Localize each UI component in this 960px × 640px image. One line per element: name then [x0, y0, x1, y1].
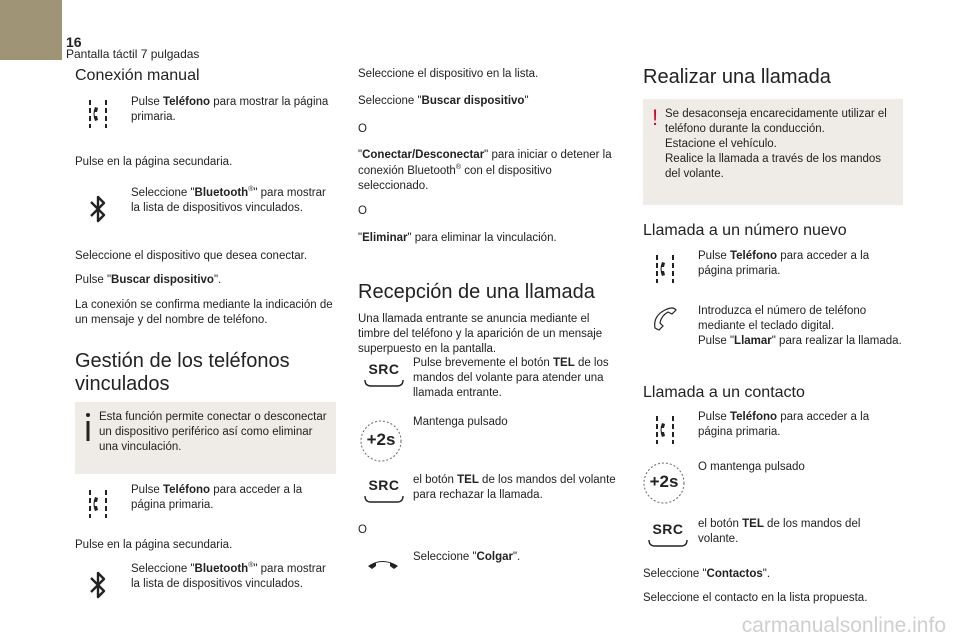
step-pulse-tel: Pulse brevemente el botón TEL de los mandos del volante para atender una llamada entrante. — [413, 357, 609, 399]
heading-conexion-manual: Conexión manual — [75, 67, 200, 84]
step-mantenga: Mantenga pulsado — [413, 416, 508, 428]
handset-icon — [648, 304, 682, 334]
step-introduzca-numero: Introduzca el número de teléfono mediante el teclado digital. Pulse "Llamar" para realizar la llamada. — [698, 305, 902, 347]
heading-gestion: Gestión de los teléfonos vinculados — [75, 350, 290, 395]
step-seleccione-dispositivo: Seleccione el dispositivo que desea conectar. — [75, 250, 308, 262]
step-seleccione-lista: Seleccione el dispositivo en la lista. — [358, 68, 539, 80]
step-o-mantenga: O mantenga pulsado — [698, 461, 805, 473]
warning-text: Se desaconseja encarecidamente utilizar el teléfono durante la conducción. Estacione el vehículo. Realice la llamada a través de los mandos del volante. — [665, 108, 887, 180]
heading-contacto: Llamada a un contacto — [643, 384, 805, 401]
step-pulse-telefono: Pulse Teléfono para mostrar la página primaria. — [131, 96, 329, 123]
bluetooth-icon — [86, 192, 110, 226]
hang-up-icon — [364, 554, 402, 574]
or-separator: O — [358, 205, 367, 217]
heading-numero-nuevo: Llamada a un número nuevo — [643, 222, 847, 239]
step-rechazar: el botón TEL de los mandos del volante para rechazar la llamada. — [413, 474, 616, 501]
chapter-tab — [0, 0, 62, 60]
src-button-icon: SRC — [362, 360, 406, 390]
step-seleccione-bluetooth-2: Seleccione "Bluetooth®" para mostrar la lista de dispositivos vinculados. — [131, 562, 326, 590]
step-contactos: Seleccione "Contactos". — [643, 568, 771, 580]
bluetooth-icon — [86, 568, 110, 602]
step-buscar-dispositivo-2: Seleccione "Buscar dispositivo" — [358, 95, 529, 107]
info-note — [75, 402, 336, 474]
step-boton-tel: el botón TEL de los mandos del volante. — [698, 518, 861, 545]
step-seleccione-contacto: Seleccione el contacto en la lista propuesta. — [643, 592, 868, 604]
step-conectar: "Conectar/Desconectar" para iniciar o detener la conexión Bluetooth® con el dispositivo seleccionado. — [358, 149, 612, 192]
warning-note — [643, 99, 903, 205]
or-separator: O — [358, 123, 367, 135]
warning-icon: ! — [652, 105, 659, 130]
step-pulse-telefono-2: Pulse Teléfono para acceder a la página primaria. — [131, 484, 303, 511]
phone-icon — [647, 412, 683, 448]
watermark: carmanualsonline.info — [741, 614, 946, 637]
recepcion-intro: Una llamada entrante se anuncia mediante el timbre del teléfono y la aparición de un mensaje superpuesto en la pantalla. — [358, 313, 603, 355]
heading-realizar: Realizar una llamada — [643, 66, 831, 88]
step-buscar-dispositivo: Pulse "Buscar dispositivo". — [75, 274, 222, 286]
phone-icon — [80, 486, 116, 522]
step-confirmacion: La conexión se confirma mediante la indicación de un mensaje y del nombre de teléfono. — [75, 299, 333, 326]
step-pulse-telefono-4: Pulse Teléfono para acceder a la página primaria. — [698, 411, 870, 438]
phone-icon — [647, 251, 683, 287]
heading-recepcion: Recepción de una llamada — [358, 281, 595, 303]
or-separator: O — [358, 524, 367, 536]
step-colgar: Seleccione "Colgar". — [413, 551, 521, 563]
step-pulse-telefono-3: Pulse Teléfono para acceder a la página primaria. — [698, 250, 870, 277]
page-number: 16 — [66, 34, 82, 50]
step-pagina-secundaria-2: Pulse en la página secundaria. — [75, 539, 233, 551]
phone-icon — [80, 96, 116, 132]
src-button-icon: SRC — [362, 476, 406, 506]
step-seleccione-bluetooth: Seleccione "Bluetooth®" para mostrar la lista de dispositivos vinculados. — [131, 186, 326, 214]
step-eliminar: "Eliminar" para eliminar la vinculación. — [358, 232, 557, 244]
hold-2s-icon: +2s — [358, 418, 404, 464]
step-pagina-secundaria: Pulse en la página secundaria. — [75, 156, 233, 168]
src-button-icon: SRC — [646, 520, 690, 550]
info-icon — [83, 412, 93, 442]
info-text: Esta función permite conectar o desconectar un dispositivo periférico así como eliminar una vinculación. — [99, 411, 327, 453]
page-title: Pantalla táctil 7 pulgadas — [66, 47, 200, 61]
hold-2s-icon: +2s — [641, 460, 687, 506]
